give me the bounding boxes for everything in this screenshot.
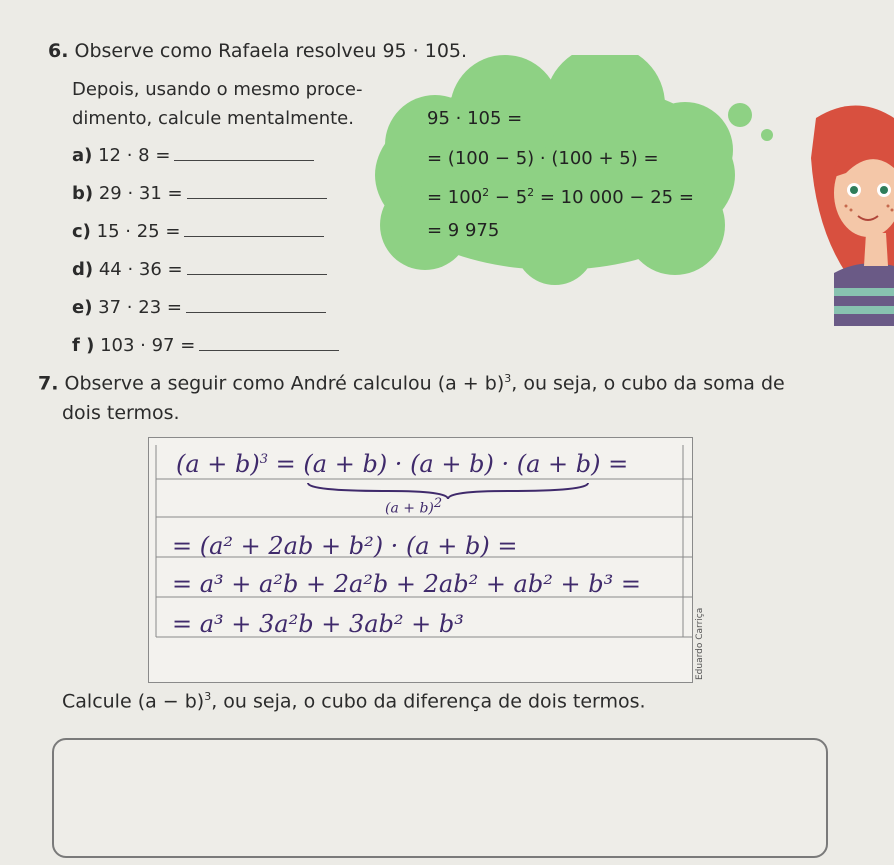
exercise-expr: 12 · 8 = — [98, 145, 171, 166]
exercise-expr: 29 · 31 = — [98, 183, 183, 204]
answer-blank[interactable] — [187, 256, 327, 275]
q6-title-text: Observe como Rafaela resolveu 95 · 105. — [74, 40, 468, 62]
exercise-c — [72, 218, 339, 256]
hand-row-2: = (a² + 2ab + b²) · (a + b) = — [172, 532, 518, 560]
exercise-label: a) — [72, 145, 93, 166]
brace-label: (a + b)2 — [385, 496, 443, 517]
exercise-expr: 103 · 97 = — [100, 335, 196, 356]
q6-number: 6. — [48, 40, 69, 62]
exercise-expr: 44 · 36 = — [98, 259, 183, 280]
hand-row-1: $(a + b)^3 = (a + b) \cdot (a + b) \cdot (a + b)$ = — [176, 450, 629, 478]
q7-title-line1: 7. Observe a seguir como André calculou $(a + b)^3$, ou seja, o cubo da soma de — [38, 372, 785, 395]
cloud-bubble-small — [728, 103, 752, 127]
exercise-expr: 37 · 23 = — [98, 297, 182, 318]
answer-blank[interactable] — [199, 332, 339, 351]
cloud-line-4: = 9 975 — [427, 220, 500, 241]
q6-intro-line2: dimento, calcule mentalmente. — [72, 108, 354, 129]
exercise-label: c) — [72, 221, 91, 242]
exercise-b — [72, 180, 339, 218]
calc-instruction: Calcule $(a - b)^3$, ou seja, o cubo da diferença de dois termos. — [62, 690, 646, 713]
answer-blank[interactable] — [187, 180, 327, 199]
hand-row-3: = a³ + a²b + 2a²b + 2ab² + ab² + b³ = — [172, 570, 641, 598]
q7-number: 7. — [38, 372, 59, 395]
answer-blank[interactable] — [186, 294, 326, 313]
exercise-a — [72, 142, 339, 180]
cloud-line-1: 95 · 105 = — [427, 108, 523, 129]
exercise-label: d) — [72, 259, 94, 280]
cloud-bubble-tiny — [761, 129, 773, 141]
illustration-credit: Eduardo Carriça — [695, 607, 705, 680]
answer-blank[interactable] — [184, 218, 324, 237]
girl-illustration — [776, 98, 894, 326]
exercise-label: e) — [72, 297, 93, 318]
exercise-e — [72, 294, 339, 332]
hand-row-4: = a³ + 3a²b + 3ab² + b³ — [172, 610, 464, 638]
q7-title-line2: dois termos. — [62, 402, 180, 424]
exercise-label: b) — [72, 183, 94, 204]
exercise-d — [72, 256, 339, 294]
exercise-f — [72, 332, 339, 370]
answer-blank[interactable] — [174, 142, 314, 161]
cloud-line-3: = $100^2 - 5^2 = 10$ 000 − 25 = — [427, 186, 694, 208]
q6-exercise-list — [72, 142, 339, 370]
answer-box[interactable] — [52, 738, 828, 858]
underbrace — [308, 483, 588, 499]
exercise-label: f ) — [72, 335, 95, 356]
thought-cloud — [355, 55, 795, 300]
exercise-expr: 15 · 25 = — [96, 221, 181, 242]
cloud-line-2: = (100 − 5) · (100 + 5) = — [427, 148, 659, 169]
q6-intro-line1: Depois, usando o mesmo proce- — [72, 79, 363, 100]
